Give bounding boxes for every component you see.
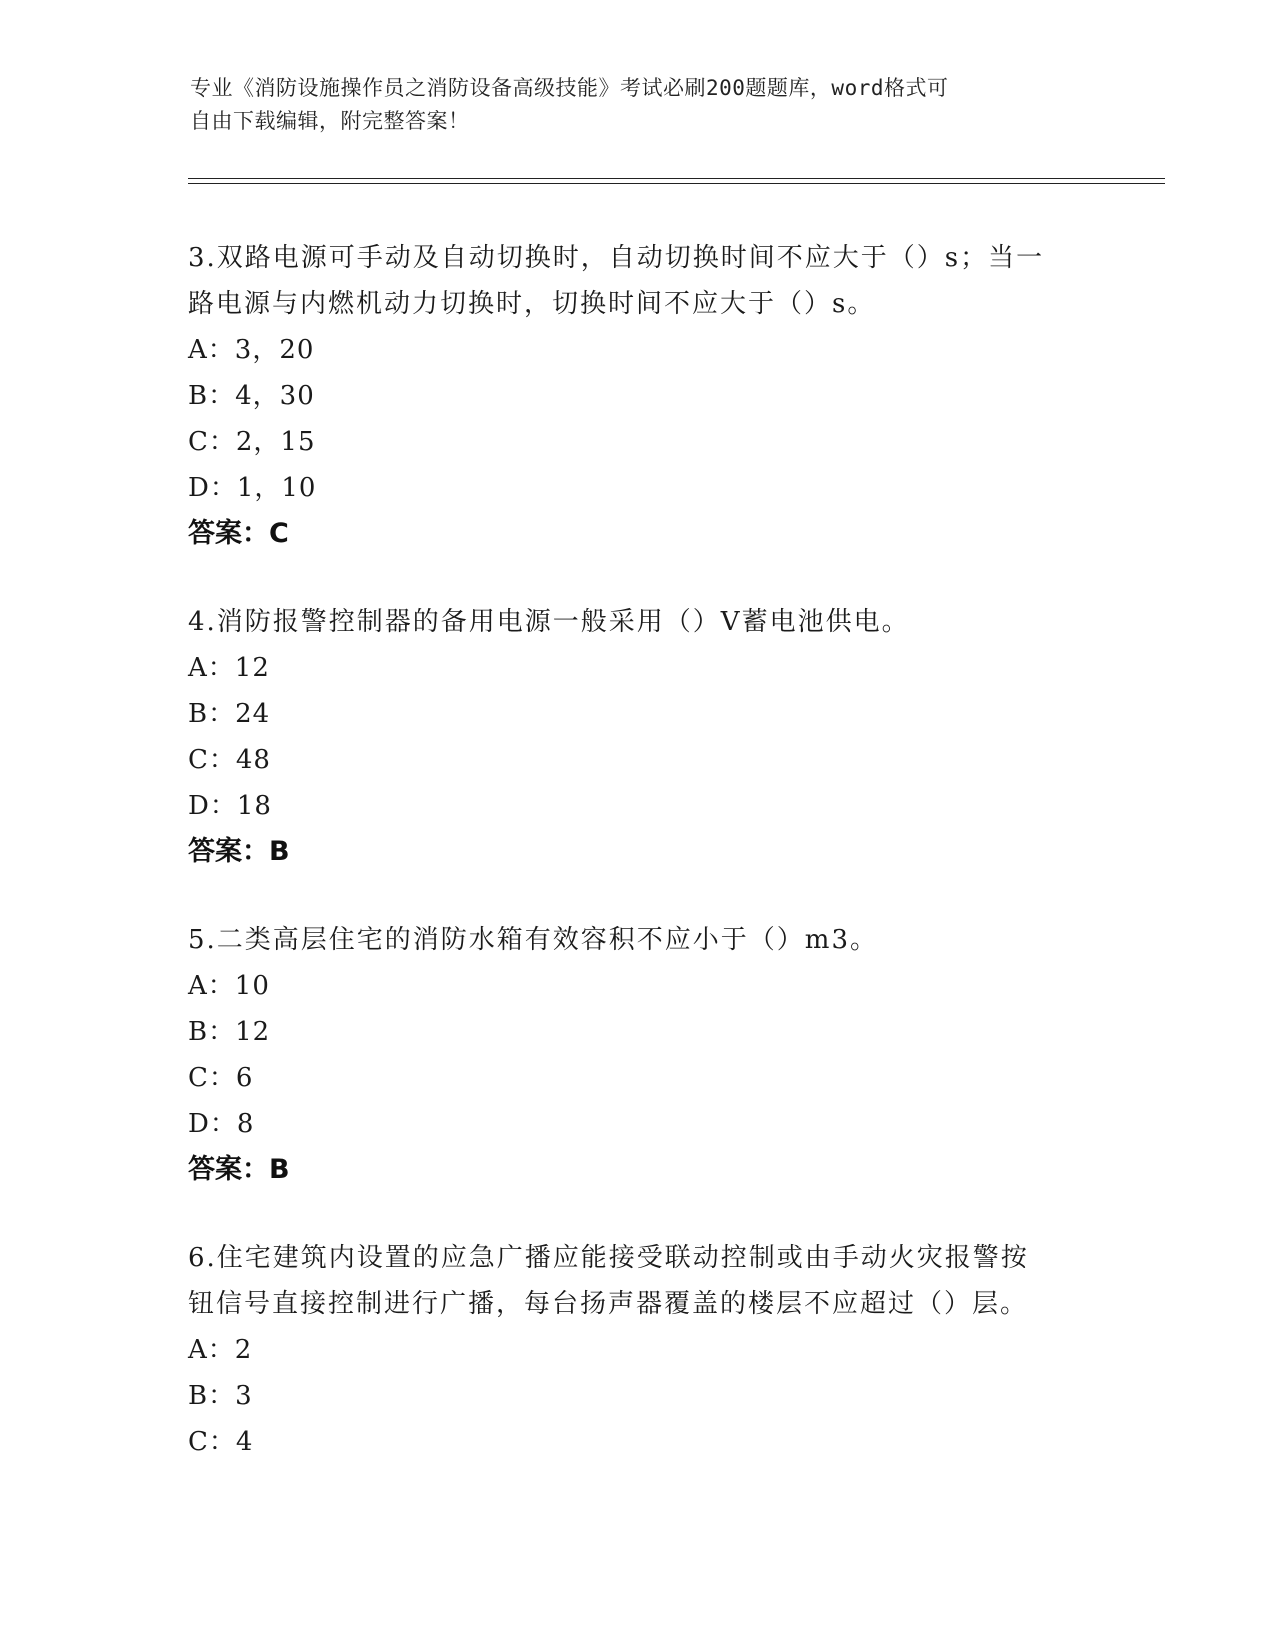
option-c: C：4 (188, 1427, 254, 1457)
question-text: 5.二类高层住宅的消防水箱有效容积不应小于（）m3。 (188, 925, 879, 955)
option-b: B：12 (188, 1017, 271, 1047)
option-a: A：12 (188, 653, 270, 683)
header-line-1: 专业《消防设施操作员之消防设备高级技能》考试必刷200题题库，word格式可 (190, 76, 949, 100)
option-c: C：6 (188, 1063, 254, 1093)
question-text: 4.消防报警控制器的备用电源一般采用（）V蓄电池供电。 (188, 607, 910, 637)
question-text-continued: 路电源与内燃机动力切换时，切换时间不应大于（）s。 (188, 289, 876, 319)
option-b: B：4，30 (188, 381, 315, 411)
option-a: A：10 (188, 971, 270, 1001)
answer-label: 答案：B (188, 1154, 290, 1185)
header-divider (188, 178, 1165, 184)
option-c: C：48 (188, 745, 271, 775)
option-a: A：2 (188, 1335, 253, 1365)
question-3 (188, 235, 1088, 557)
option-b: B：24 (188, 699, 271, 729)
question-text: 3.双路电源可手动及自动切换时，自动切换时间不应大于（）s；当一 (188, 243, 1045, 273)
option-b: B：3 (188, 1381, 253, 1411)
option-d: D：8 (188, 1109, 255, 1139)
document-header (190, 72, 1090, 138)
option-c: C：2，15 (188, 427, 316, 457)
header-line-2: 自由下载编辑，附完整答案！ (190, 109, 470, 133)
option-d: D：18 (188, 791, 272, 821)
question-4 (188, 599, 1088, 875)
question-6 (188, 1235, 1088, 1465)
answer-label: 答案：C (188, 518, 289, 549)
question-text-continued: 钮信号直接控制进行广播，每台扬声器覆盖的楼层不应超过（）层。 (188, 1289, 1029, 1319)
option-d: D：1，10 (188, 473, 317, 503)
question-5 (188, 917, 1088, 1193)
answer-label: 答案：B (188, 836, 290, 867)
option-a: A：3，20 (188, 335, 315, 365)
question-text: 6.住宅建筑内设置的应急广播应能接受联动控制或由手动火灾报警按 (188, 1243, 1029, 1273)
question-list (188, 235, 1088, 1507)
